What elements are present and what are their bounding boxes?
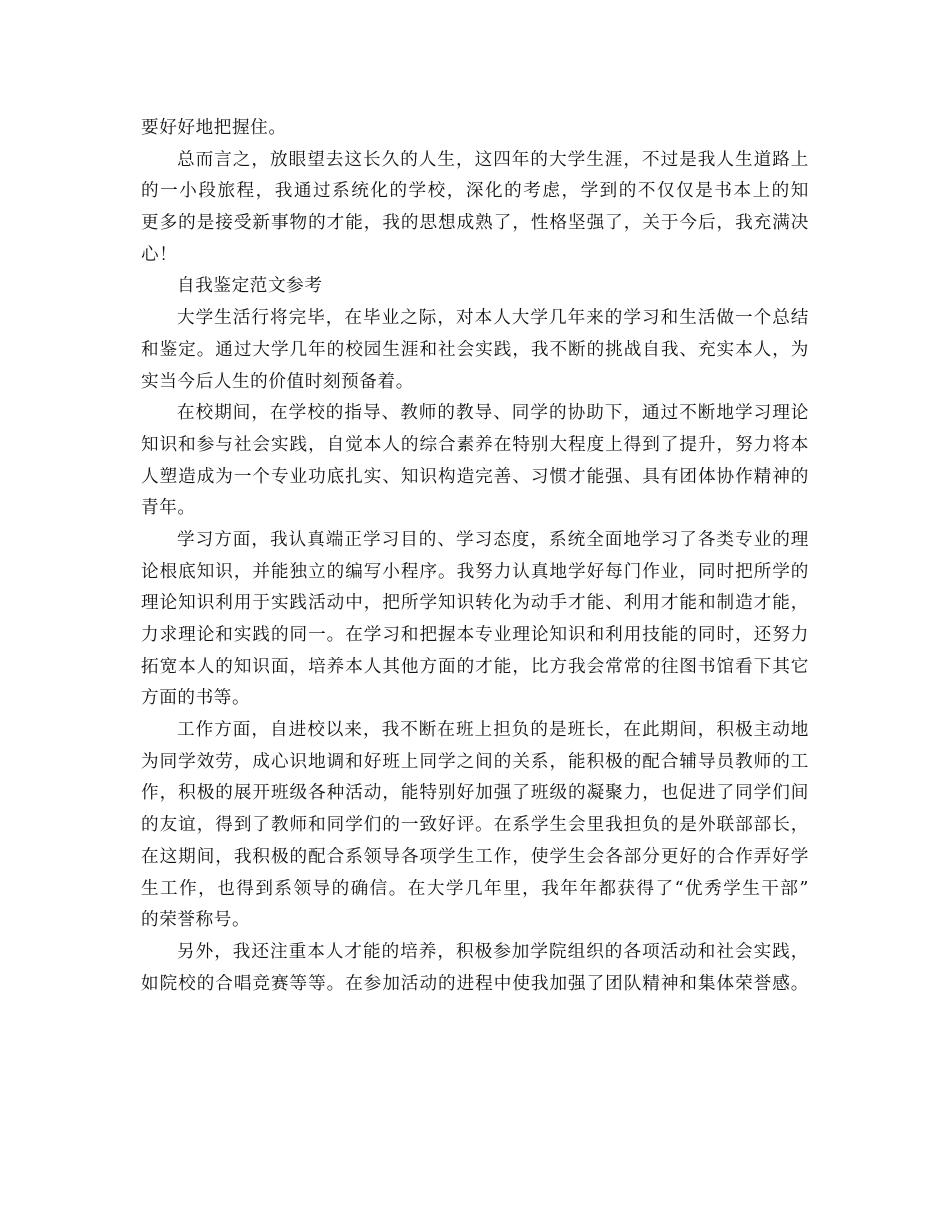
paragraph-line: 如院校的合唱竞赛等等。在参加活动的进程中使我加强了团队精神和集体荣誉感。 [141,973,809,994]
paragraph-line: 的友谊，得到了教师和同学们的一致好评。在系学生会里我担负的是外联部部长， [141,815,809,836]
paragraph-line: 论根底知识，并能独立的编写小程序。我努力认真地学好每门作业，同时把所学的 [141,561,809,582]
paragraph-line: 人塑造成为一个专业功底扎实、知识构造完善、习惯才能强、具有团体协作精神的 [141,466,809,487]
paragraph-line: 在这期间，我积极的配合系领导各项学生工作，使学生会各部分更好的合作弄好学 [141,846,809,867]
paragraph-line: 心！ [141,244,178,265]
paragraph-line: 青年。 [141,498,196,519]
paragraph-line: 要好好地把握住。 [141,118,287,138]
document-body-text [141,113,809,1000]
paragraph-first-line: 学习方面，我认真端正学习目的、学习态度，系统全面地学习了各类专业的理 [177,529,809,550]
paragraph-line: 更多的是接受新事物的才能，我的思想成熟了，性格坚强了，关于今后，我充满决 [141,213,809,234]
paragraph-line: 为同学效劳，成心识地调和好班上同学之间的关系，能积极的配合辅导员教师的工 [141,751,809,772]
paragraph-line: 理论知识利用于实践活动中，把所学知识转化为动手才能、利用才能和制造才能， [141,593,809,614]
paragraph-line: 的一小段旅程，我通过系统化的学校，深化的考虑，学到的不仅仅是书本上的知 [141,181,809,202]
paragraph-line: 实当今后人生的价值时刻预备着。 [141,371,414,392]
paragraph-first-line: 总而言之，放眼望去这长久的人生，这四年的大学生涯，不过是我人生道路上 [177,149,809,170]
paragraph-first-line: 工作方面，自进校以来，我不断在班上担负的是班长，在此期间，积极主动地 [177,720,809,741]
paragraph-first-line: 在校期间，在学校的指导、教师的教导、同学的协助下，通过不断地学习理论 [177,403,809,424]
paragraph-line: 拓宽本人的知识面，培养本人其他方面的才能，比方我会常常的往图书馆看下其它 [141,656,809,677]
paragraph-line: 的荣誉称号。 [141,910,251,931]
paragraph-first-line: 自我鉴定范文参考 [177,276,323,297]
paragraph-line: 方面的书等。 [141,688,251,709]
paragraph-line: 知识和参与社会实践，自觉本人的综合素养在特别大程度上得到了提升，努力将本 [141,434,809,455]
paragraph-line: 作，积极的展开班级各种活动，能特别好加强了班级的凝聚力，也促进了同学们间 [141,783,809,804]
paragraph-first-line: 大学生活行将完毕，在毕业之际，对本人大学几年来的学习和生活做一个总结 [177,308,809,329]
paragraph-line: 和鉴定。通过大学几年的校园生涯和社会实践，我不断的挑战自我、充实本人，为 [141,339,809,360]
paragraph-line: 力求理论和实践的同一。在学习和把握本专业理论知识和利用技能的同时，还努力 [141,625,809,645]
paragraph-line: 生工作，也得到系领导的确信。在大学几年里，我年年都获得了“优秀学生干部” [141,878,809,899]
paragraph-first-line: 另外，我还注重本人才能的培养，积极参加学院组织的各项活动和社会实践， [177,941,809,962]
